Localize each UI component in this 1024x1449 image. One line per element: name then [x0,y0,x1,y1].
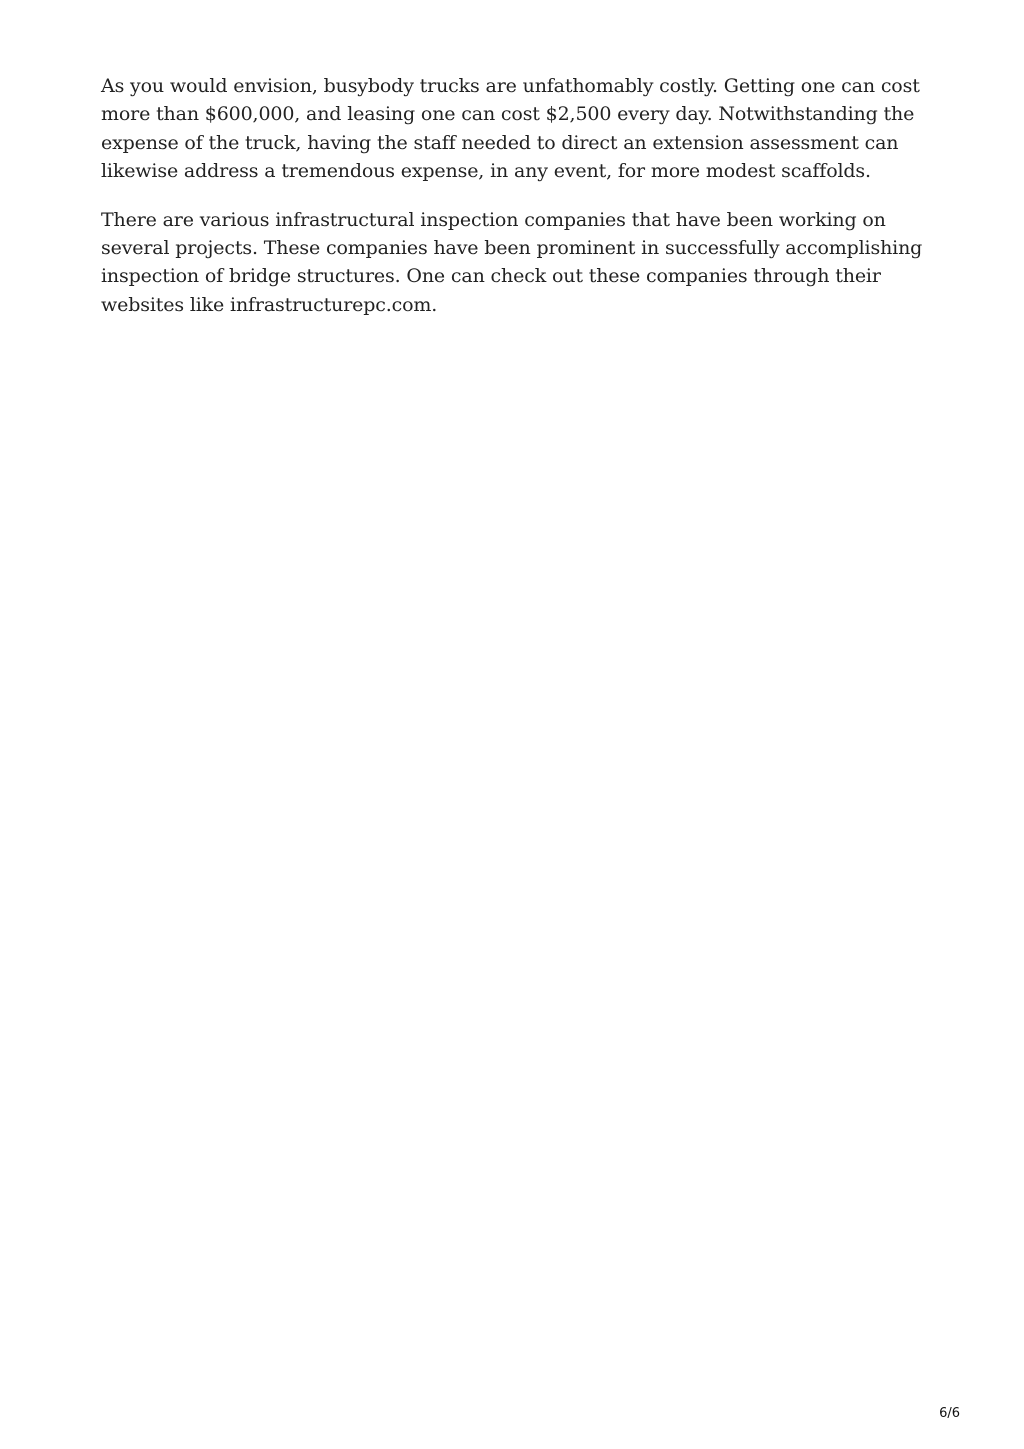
paragraph-inspection-companies: There are various infrastructural inspection companies that have been working on several projects. These companies have been prominent in successfully accomplishing inspection of bridge structures. One can check out these companies through their websites like infrastructurepc.com. [101,208,923,316]
paragraph-truck-cost: As you would envision, busybody trucks are unfathomably costly. Getting one can cost more than $600,000, and leasing one can cost $2,500 every day. Notwithstanding the expense of the truck, having the staff needed to direct an extension assessment can likewise address a tremendous expense, in any event, for more modest scaffolds. [101,75,920,183]
page-number: 6/6 [939,1406,960,1421]
article-body [101,72,931,339]
